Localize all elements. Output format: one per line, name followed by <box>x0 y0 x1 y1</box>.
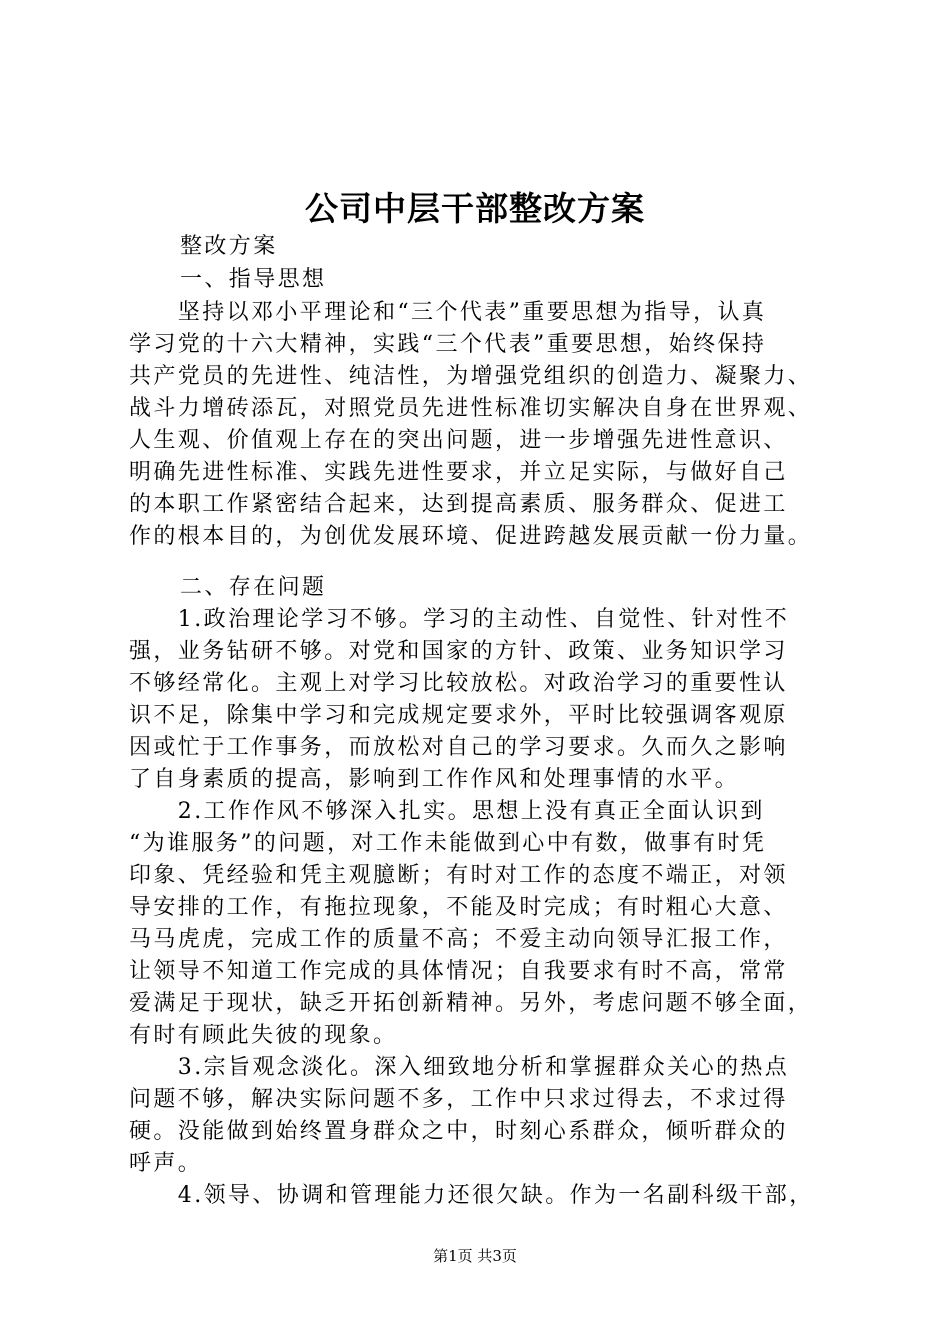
text-line: 作的根本目的，为创优发展环境、促进跨越发展贡献一份力量。 <box>129 524 813 549</box>
text-line: 了自身素质的提高，影响到工作作风和处理事情的水平。 <box>129 767 740 792</box>
text-line: 印象、凭经验和凭主观臆断；有时对工作的态度不端正，对领 <box>129 863 788 888</box>
text-line: 人生观、价值观上存在的突出问题，进一步增强先进性意识、 <box>129 428 788 453</box>
text-line: 不够经常化。主观上对学习比较放松。对政治学习的重要性认 <box>129 671 788 696</box>
text-line: 的本职工作紧密结合起来，达到提高素质、服务群众、促进工 <box>129 492 788 517</box>
text-line: 识不足，除集中学习和完成规定要求外，平时比较强调客观原 <box>129 703 788 728</box>
text-line: 硬。没能做到始终置身群众之中，时刻心系群众，倾听群众的 <box>129 1119 788 1144</box>
text-line: 马马虎虎，完成工作的质量不高；不爱主动向领导汇报工作， <box>129 927 788 952</box>
text-line: 导安排的工作，有拖拉现象，不能及时完成；有时粗心大意、 <box>129 895 788 920</box>
text-line: 有时有顾此失彼的现象。 <box>129 1023 398 1048</box>
text-line: 2.工作作风不够深入扎实。思想上没有真正全面认识到 <box>129 799 765 824</box>
text-line: 1.政治理论学习不够。学习的主动性、自觉性、针对性不 <box>129 607 790 632</box>
text-line: 让领导不知道工作完成的具体情况；自我要求有时不高，常常 <box>129 959 788 984</box>
text-line: 4.领导、协调和管理能力还很欠缺。作为一名副科级干部， <box>129 1183 814 1208</box>
section-label: 整改方案 <box>180 234 278 259</box>
text-line: 明确先进性标准、实践先进性要求，并立足实际，与做好自己 <box>129 460 788 485</box>
section-heading: 一、指导思想 <box>180 267 327 292</box>
text-line: “为谁服务”的问题，对工作未能做到心中有数，做事有时凭 <box>129 831 767 856</box>
text-line: 呼声。 <box>129 1151 203 1176</box>
text-line: 强，业务钻研不够。对党和国家的方针、政策、业务知识学习 <box>129 639 788 664</box>
text-line: 问题不够，解决实际问题不多，工作中只求过得去，不求过得 <box>129 1087 788 1112</box>
text-line: 爱满足于现状，缺乏开拓创新精神。另外，考虑问题不够全面， <box>129 991 813 1016</box>
text-line: 共产党员的先进性、纯洁性，为增强党组织的创造力、凝聚力、 <box>129 364 813 389</box>
text-line: 战斗力增砖添瓦，对照党员先进性标准切实解决自身在世界观、 <box>129 396 813 421</box>
text-line: 学习党的十六大精神，实践“三个代表”重要思想，始终保持 <box>129 332 767 357</box>
text-line: 因或忙于工作事务，而放松对自己的学习要求。久而久之影响 <box>129 735 788 760</box>
section-heading: 二、存在问题 <box>180 575 327 600</box>
text-line: 坚持以邓小平理论和“三个代表”重要思想为指导，认真 <box>129 300 767 325</box>
text-line: 3.宗旨观念淡化。深入细致地分析和掌握群众关心的热点 <box>129 1055 790 1080</box>
page-footer: 第1页 共3页 <box>433 1247 517 1265</box>
document-title: 公司中层干部整改方案 <box>305 189 645 228</box>
